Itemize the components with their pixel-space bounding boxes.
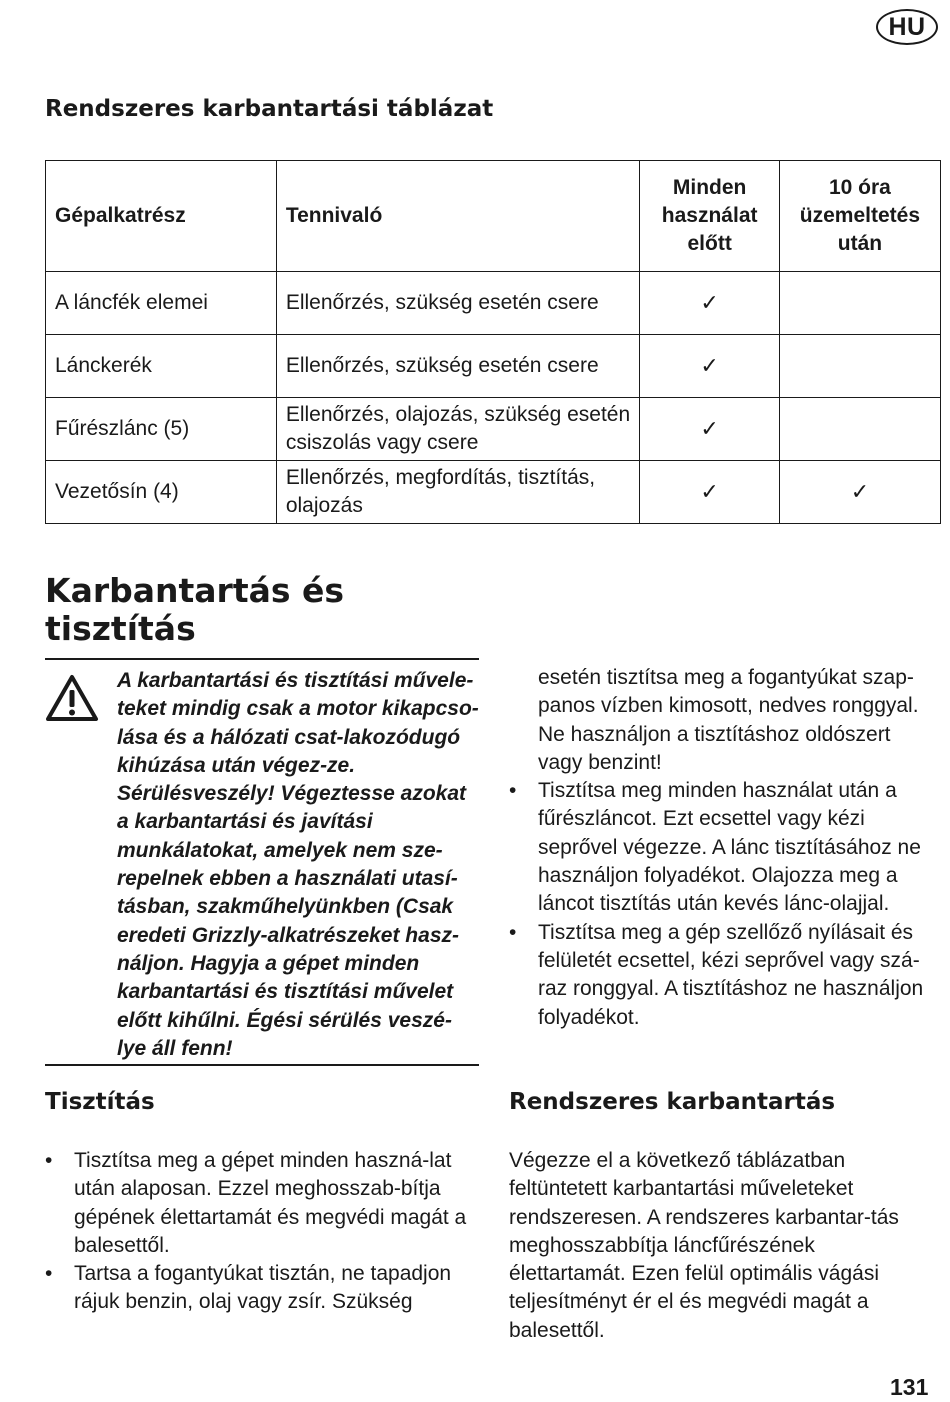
table-row <box>46 335 941 398</box>
cell-part: A láncfék elemei <box>46 272 277 335</box>
list-item: • Tisztítsa meg minden használat után a fűrészláncot. Ezt ecsettel vagy kézi seprővel végezze. A lánc tisztításához ne használjon folyadékot. Olajozza meg a láncot tisztítás után kevés lánc-olajjal. <box>509 777 937 918</box>
check-icon: ✓ <box>640 461 779 524</box>
cell-after <box>779 335 940 398</box>
cell-after <box>779 398 940 461</box>
cleaning-list-right <box>509 664 937 1032</box>
warning-triangle-icon <box>45 674 99 722</box>
warning-text: A karbantartási és tisztítási művele-teket mindig csak a motor kikapcso-lása és a hálózati csat-lakozódugó kihúzása után végez-ze. Sérülésveszély! Végeztesse azokat a karbantartási és javítási munkálatokat, amelyek nem sze-repelnek ebben a használati utasí-tásban, szakműhelyünkben (Csak eredeti Grizzly-alkatrészeket hasz-náljon. Hagyja a gépet minden karbantartási és tisztítási művelet előtt kihűlni. Égési sérülés veszé-lye áll fenn! <box>117 669 479 1060</box>
maintenance-table <box>45 160 941 524</box>
check-icon: ✓ <box>640 398 779 461</box>
table-row <box>46 461 941 524</box>
cell-task: Ellenőrzés, olajozás, szükség esetén csiszolás vagy csere <box>276 398 640 461</box>
cell-task: Ellenőrzés, szükség esetén csere <box>276 335 640 398</box>
header-task: Tennivaló <box>276 161 640 272</box>
cell-task: Ellenőrzés, megfordítás, tisztítás, olajozás <box>276 461 640 524</box>
table-title: Rendszeres karbantartási táblázat <box>45 96 494 122</box>
list-item: • Tisztítsa meg a gép szellőző nyílásait és felületét ecsettel, kézi seprővel vagy szá-raz ronggyal. A tisztításhoz ne használjon folyadékot. <box>509 919 937 1032</box>
regular-maintenance-title: Rendszeres karbantartás <box>509 1089 836 1115</box>
list-item-continuation: esetén tisztítsa meg a fogantyúkat szap-panos vízben kimosott, nedves ronggyal. Ne használjon a tisztításhoz oldószert vagy benzint! <box>538 666 919 774</box>
cell-part: Fűrészlánc (5) <box>46 398 277 461</box>
main-title: Karbantartás és tisztítás <box>45 571 345 648</box>
cleaning-list-left <box>45 1147 473 1317</box>
check-icon: ✓ <box>640 272 779 335</box>
cell-after <box>779 272 940 335</box>
list-item: • Tartsa a fogantyúkat tisztán, ne tapadjon rájuk benzin, olaj vagy zsír. Szükség <box>45 1260 473 1317</box>
cleaning-title: Tisztítás <box>45 1089 155 1115</box>
table-row <box>46 272 941 335</box>
check-icon: ✓ <box>640 335 779 398</box>
page-number: 131 <box>890 1374 929 1400</box>
table-row <box>46 398 941 461</box>
check-icon: ✓ <box>779 461 940 524</box>
cell-part: Lánckerék <box>46 335 277 398</box>
header-after-10-hours: 10 óra üzemeltetés után <box>779 161 940 272</box>
regular-maintenance-text: Végezze el a következő táblázatban feltüntetett karbantartási műveleteket rendszeresen. A rendszeres karbantar-tás meghosszabbítja láncfűrészének élettartamát. Ezen felül optimális vágási teljesítményt ér el és megvédi magát a balesettől. <box>509 1149 899 1342</box>
list-item: • Tisztítsa meg a gépet minden haszná-lat után alaposan. Ezzel meghosszab-bítja gépének élettartamát és megvédi magát a balesettől. <box>45 1147 473 1260</box>
cell-task: Ellenőrzés, szükség esetén csere <box>276 272 640 335</box>
header-part: Gépalkatrész <box>46 161 277 272</box>
table-header-row <box>46 161 941 272</box>
warning-box <box>45 658 479 1066</box>
header-before-use: Minden használat előtt <box>640 161 779 272</box>
language-badge: HU <box>876 9 938 45</box>
cell-part: Vezetősín (4) <box>46 461 277 524</box>
